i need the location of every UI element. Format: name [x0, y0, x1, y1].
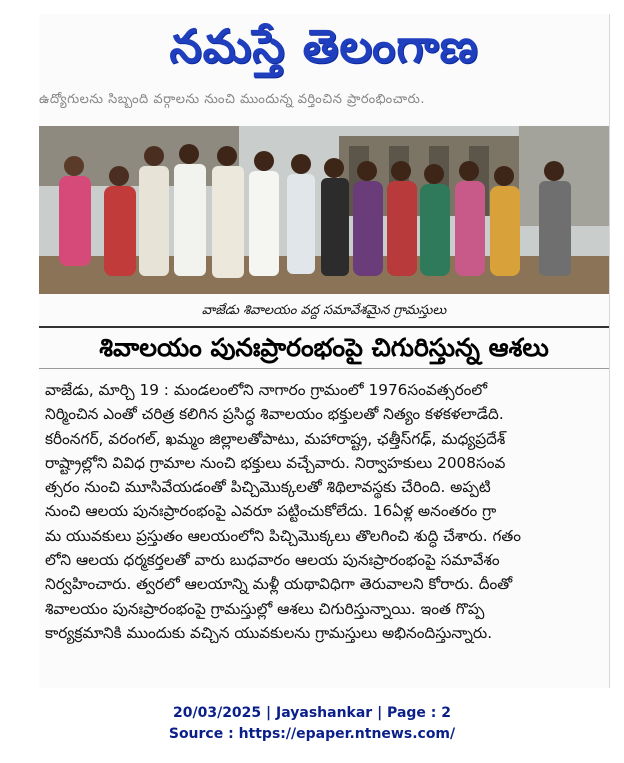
- headline: శివాలయం పునఃప్రారంభంపై చిగురిస్తున్న ఆశలు: [39, 328, 609, 369]
- article-line: నుంచి ఆలయ పునఃప్రారంభంపై ఎవరూ పట్టించుకోలేదు. 16ఏళ్ల అనంతరం గ్రా: [45, 502, 497, 521]
- article-line: కార్యక్రమానికి ముందుకు వచ్చిన యువకులను గ్రామస్తులు అభినందిస్తున్నారు.: [45, 623, 493, 642]
- masthead: [39, 14, 609, 90]
- masthead-title: నమస్తే తెలంగాణ: [169, 19, 479, 73]
- date-edition-page: 20/03/2025 | Jayashankar | Page : 2: [173, 705, 451, 721]
- news-photo: [39, 126, 609, 294]
- article-body: [45, 378, 601, 645]
- newspaper-clipping: [39, 14, 610, 688]
- article-line: లోని ఆలయ ధర్మకర్తలతో వారు బుధవారం ఆలయ పునఃప్రారంభంపై సమావేశం: [45, 551, 500, 570]
- article-line: వాజేడు, మార్చి 19 : మండలంలోని నాగారం గ్రామంలో 1976సంవత్సరంలో: [45, 381, 488, 399]
- article-line: త్సరం నుంచి మూసివేయడంతో పిచ్చిమొక్కలతో శిథిలావస్థకు చేరింది. అప్పటి: [45, 478, 491, 497]
- article-line: రాష్ట్రాల్లోని వివిధ గ్రామాల నుంచి భక్తులు వచ్చేవారు. నిర్వాహకులు 2008సంవ: [45, 453, 506, 472]
- photo-caption: వాజేడు శివాలయం వద్ద సమావేశమైన గ్రామస్తులు: [39, 300, 609, 328]
- article-line: నిర్వహించారు. త్వరలో ఆలయాన్ని మళ్లీ యథావిధిగా తెరువాలని కోరారు. దీంతో: [45, 575, 513, 594]
- source-line: Source : https://epaper.ntnews.com/: [168, 726, 456, 742]
- cut-off-line: ఉద్యోగులను సిబ్బంది వర్గాలను నుంచి ముందున్న వర్తించిన ప్రారంభించారు.: [39, 92, 425, 107]
- article-line: నిర్మించిన ఎంతో చరిత్ర కలిగిన ప్రసిద్ధ శివాలయం భక్తులతో నిత్యం కళకళలాడేది.: [45, 405, 504, 424]
- article-line: శివాలయం పునఃప్రారంభంపై గ్రామస్తుల్లో ఆశలు చిగురిస్తున్నాయి. ఇంత గొప్ప: [45, 599, 485, 618]
- article-line: మ యువకులు ప్రస్తుతం ఆలయంలోని పిచ్చిమొక్కలు తొలగించి శుద్ధి చేశారు. గతం: [45, 526, 522, 545]
- clipping-footer: [0, 703, 624, 745]
- article-line: కరీంనగర్, వరంగల్, ఖమ్మం జిల్లాలతోపాటు, మహారాష్ట్ర, ఛత్తీస్‌గఢ్, మధ్యప్రదేశ్: [45, 429, 506, 448]
- villagers-photo-illustration: [39, 126, 609, 294]
